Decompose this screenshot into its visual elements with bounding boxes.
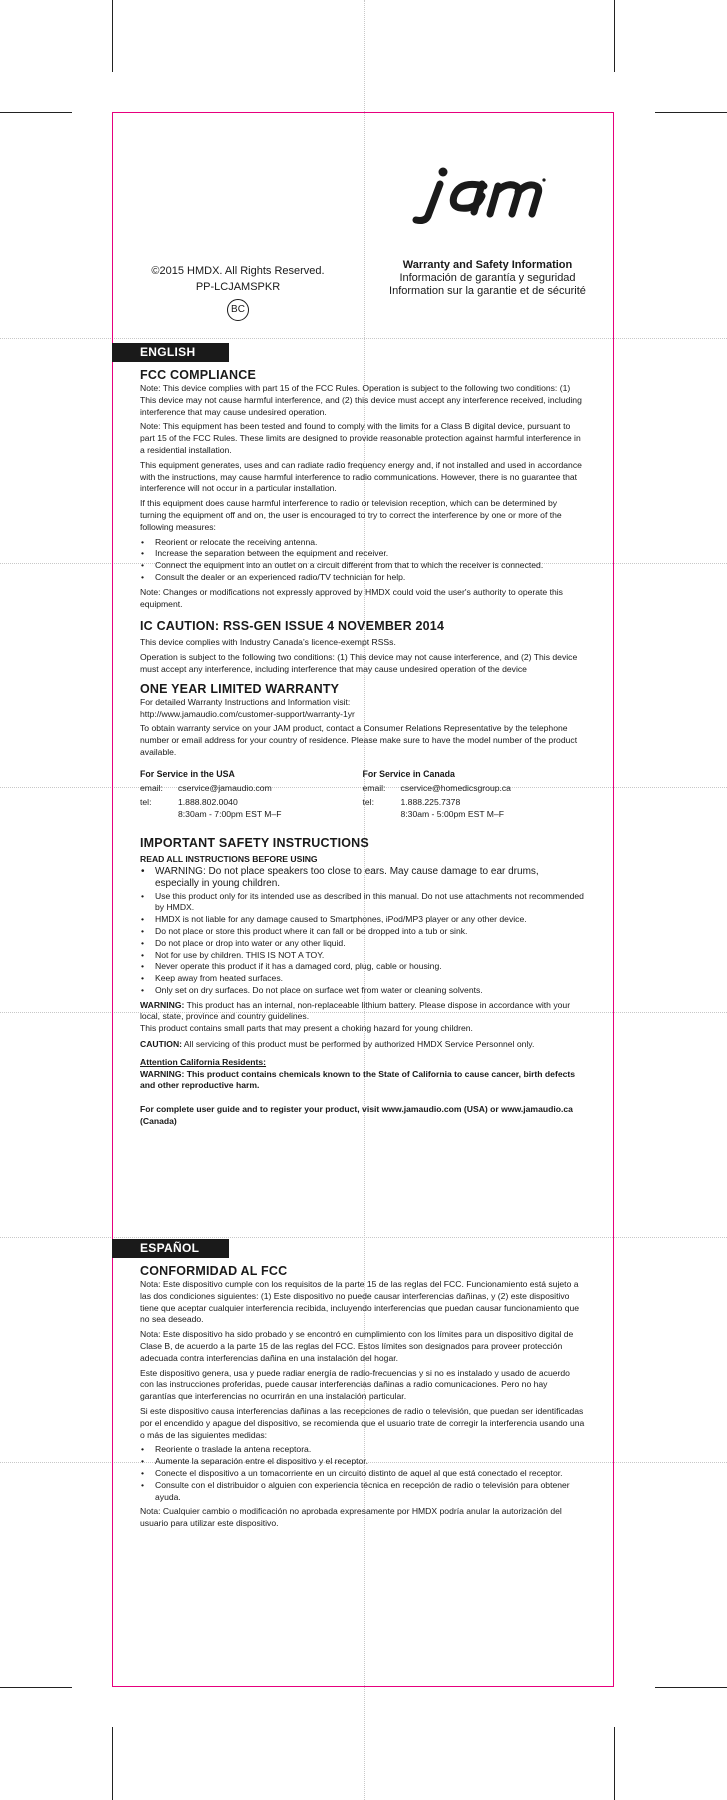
safety-heading: IMPORTANT SAFETY INSTRUCTIONS — [140, 835, 369, 850]
ic-paragraph: Operation is subject to the following two conditions: (1) This device may not cause interference, and (2) This device must accept any interference, including interference that may cause undesired operation of the device — [140, 652, 578, 674]
service-contacts — [140, 769, 585, 824]
part-number: PP-LCJAMSPKR — [195, 281, 281, 293]
list-item: • Connect the equipment into an outlet on a circuit different from that to which the receiver is connected. — [140, 560, 585, 572]
fcc-paragraph: Note: This device complies with part 15 of the FCC Rules. Operation is subject to the following two conditions: (1) This device may not cause harmful interference, and (2) this device must accept any interference received, including interference that may cause undesired operation. — [140, 383, 582, 417]
california-warning: WARNING: This product contains chemicals known to the State of California to cause cancer, birth defects and other reproductive harm. — [140, 1068, 576, 1091]
email-label: email: — [362, 782, 386, 793]
ic-heading: IC CAUTION: RSS-GEN ISSUE 4 NOVEMBER 2014 — [140, 619, 445, 634]
fcc-paragraph: If this equipment does cause harmful interference to radio or television reception, which can be determined by turning the equipment off and on, the user is encouraged to try to correct the interference by one or more of the following measures: — [140, 498, 562, 532]
service-usa — [140, 769, 363, 824]
warranty-paragraph: To obtain warranty service on your JAM product, contact a Consumer Relations Representative by the telephone number or email address for your country of residence. Please make sure to have the model number of the product available. — [140, 723, 578, 757]
title-fr: Information sur la garantie et de sécurité — [389, 285, 586, 297]
fcc-es-measures-list — [140, 1444, 585, 1503]
espanol-section — [140, 1264, 585, 1533]
fcc-es-paragraph: Nota: Este dispositivo ha sido probado y se encontró en cumplimiento con los límites para un dispositivo digital de Clase B, de acuerdo a la parte 15 de las reglas del FCC. Estos límites son designados para proveer protección adecuada contra interferencias dañina en una instalación del hogar. — [140, 1329, 574, 1363]
service-title: For Service in Canada — [362, 768, 455, 779]
fcc-paragraph: Note: This equipment has been tested and found to comply with the limits for a Class B digital device, pursuant to part 15 of the FCC Rules. These limits are designed to provide reasonable protection against harmful interference in a residential installation. — [140, 421, 581, 455]
choking-warning: This product contains small parts that may present a choking hazard for young children. — [140, 1023, 473, 1034]
espanol-label: ESPAÑOL — [112, 1239, 229, 1258]
crop-mark — [0, 112, 72, 113]
fcc-es-paragraph: Este dispositivo genera, usa y puede radiar energía de radio-frecuencias y si no es instalado y usado de acuerdo con las instrucciones proferidas, puede causar interferencias dañinas a radio comunicaciones. Pero no hay garantías que interferencias no ocurrirán en una instalación particular. — [140, 1367, 570, 1402]
service-canada — [363, 769, 586, 824]
list-item: • HMDX is not liable for any damage caused to Smartphones, iPod/MP3 player or any other device. — [140, 914, 585, 926]
crop-mark — [614, 0, 615, 72]
fcc-measures-list — [140, 537, 585, 584]
list-item: • Consult the dealer or an experienced radio/TV technician for help. — [140, 572, 585, 584]
copyright-text: ©2015 HMDX. All Rights Reserved. — [151, 265, 325, 277]
battery-recycle-icon: BC — [227, 299, 249, 321]
english-label: ENGLISH — [112, 343, 229, 362]
service-hours: 8:30am - 5:00pm EST M–F — [400, 809, 504, 820]
title-en: Warranty and Safety Information — [402, 259, 573, 271]
safety-list — [140, 866, 585, 997]
list-item: • Reorient or relocate the receiving antenna. — [140, 537, 585, 549]
email-link[interactable]: cservice@jamaudio.com — [178, 782, 272, 793]
tel-number[interactable]: 1.888.225.7378 — [400, 797, 461, 808]
english-section — [140, 368, 585, 1131]
list-item: • Never operate this product if it has a damaged cord, plug, cable or housing. — [140, 961, 585, 973]
safety-subheading: READ ALL INSTRUCTIONS BEFORE USING — [140, 853, 318, 864]
fcc-paragraph: Note: Changes or modifications not expressly approved by HMDX could void the user's authority to operate this equipment. — [140, 586, 563, 609]
ic-paragraph: This device complies with Industry Canada’s licence-exempt RSSs. — [140, 637, 396, 648]
jam-logo — [412, 156, 572, 226]
service-caution: CAUTION: All servicing of this product must be performed by authorized HMDX Service Personnel only. — [140, 1039, 535, 1050]
tel-number[interactable]: 1.888.802.0040 — [178, 797, 238, 808]
crop-mark — [655, 112, 727, 113]
list-item: • Use this product only for its intended use as described in this manual. Do not use attachments not recommended by HMDX. — [140, 891, 585, 915]
fcc-heading: FCC COMPLIANCE — [140, 368, 256, 382]
crop-mark — [112, 1727, 113, 1800]
list-item: • Keep away from heated surfaces. — [140, 973, 585, 985]
list-item: • Aumente la separación entre el dispositivo y el receptor. — [140, 1456, 585, 1468]
list-item: • Conecte el dispositivo a un tomacorriente en un circuito distinto de aquel al que está conectado el receptor. — [140, 1468, 585, 1480]
service-title: For Service in the USA — [140, 768, 235, 779]
service-hours: 8:30am - 7:00pm EST M–F — [178, 809, 282, 820]
list-item: • Reoriente o traslade la antena receptora. — [140, 1444, 585, 1456]
list-item: • Do not place or store this product where it can fall or be dropped into a tub or sink. — [140, 926, 585, 938]
battery-warning: WARNING: This product has an internal, non-replaceable lithium battery. Please dispose in accordance with your local, state, province and country guidelines. — [140, 999, 571, 1022]
warranty-heading: ONE YEAR LIMITED WARRANTY — [140, 681, 340, 696]
list-item: • Consulte con el distribuidor o alguien con experiencia técnica en recepción de radio o televisión para obtener ayuda. — [140, 1480, 585, 1504]
list-item: • Only set on dry surfaces. Do not place on surface wet from water or cleaning solvents. — [140, 985, 585, 997]
user-guide-notice: For complete user guide and to register your product, visit www.jamaudio.com (USA) or www.jamaudio.ca (Canada) — [140, 1104, 573, 1127]
email-link[interactable]: cservice@homedicsgroup.ca — [400, 782, 511, 793]
list-item: • Not for use by children. THIS IS NOT A TOY. — [140, 950, 585, 962]
tel-label: tel: — [362, 797, 374, 808]
list-item: • Increase the separation between the equipment and receiver. — [140, 548, 585, 560]
crop-mark — [0, 1687, 72, 1688]
list-item: • Do not place or drop into water or any other liquid. — [140, 938, 585, 950]
fcc-es-paragraph: Nota: Este dispositivo cumple con los requisitos de la parte 15 de las reglas del FCC. Funcionamiento está sujeto a las dos condiciones siguientes: (1) Este dispositivo no puede causar interferencias dañinas, y (2) este dispositivo tiene que aceptar cualquier interferencia recibida, incluyendo interferencias que puedan causar funcionamiento que no sea deseado. — [140, 1279, 580, 1325]
california-heading: Attention California Residents: — [140, 1056, 267, 1067]
fcc-es-heading: CONFORMIDAD AL FCC — [140, 1264, 288, 1278]
warranty-title-block — [380, 259, 595, 298]
list-item: • WARNING: Do not place speakers too close to ears. May cause damage to ear drums, especially in young children. — [140, 866, 585, 891]
crop-mark — [655, 1687, 727, 1688]
fcc-es-paragraph: Si este dispositivo causa interferencias dañinas a las recepciones de radio o televisión, que puedan ser identificadas por el encendido y apague del dispositivo, se recomienda que el usuario trate de corregir la interferencia usando una o más de las siguientes medidas: — [140, 1405, 585, 1440]
email-label: email: — [140, 782, 163, 793]
crop-mark — [112, 0, 113, 72]
title-es: Información de garantía y seguridad — [399, 272, 576, 284]
tel-label: tel: — [140, 797, 152, 808]
warranty-url[interactable]: http://www.jamaudio.com/customer-support/warranty-1yr — [140, 708, 355, 719]
fcc-es-paragraph: Nota: Cualquier cambio o modificación no aprobada expresamente por HMDX podría anular la autorización del usuario para utilizar este dispositivo. — [140, 1506, 562, 1529]
copyright-block — [138, 263, 338, 321]
warranty-paragraph: For detailed Warranty Instructions and Information visit: — [140, 696, 351, 707]
fcc-paragraph: This equipment generates, uses and can radiate radio frequency energy and, if not installed and used in accordance with the instructions, may cause harmful interference to radio communications. However, there is no guarantee that interference will not occur in a particular installation. — [140, 459, 582, 494]
crop-mark — [614, 1727, 615, 1800]
